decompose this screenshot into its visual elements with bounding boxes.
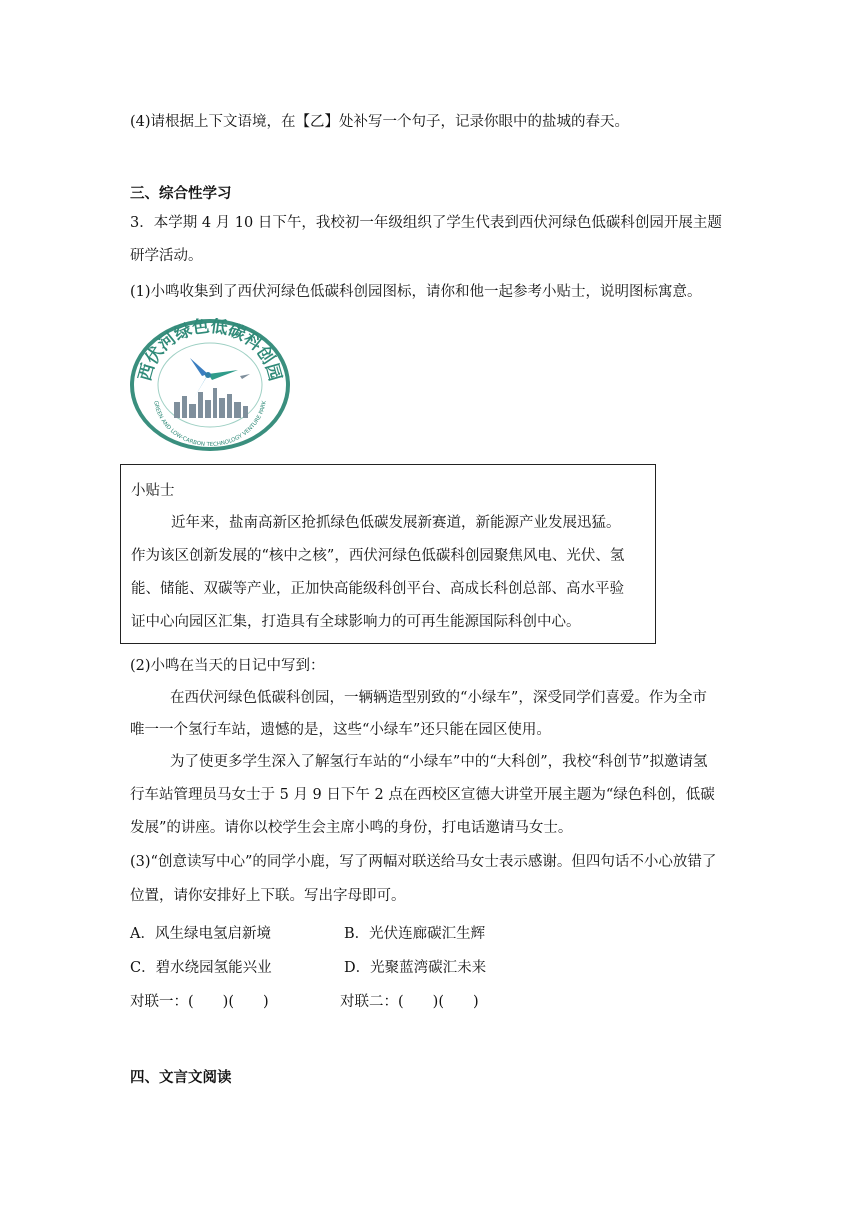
question-3-1: (1)小鸣收集到了西伏河绿色低碳科创园图标，请你和他一起参考小贴士，说明图标寓意。 bbox=[130, 284, 702, 300]
option-a: A．风生绿电氢启新境 bbox=[130, 926, 271, 942]
option-b: B．光伏连廊碳汇生辉 bbox=[344, 926, 486, 942]
diary-line: 发展”的讲座。请你以校学生会主席小鸣的身份，打电话邀请马女士。 bbox=[130, 820, 573, 836]
tips-line: 证中心向园区汇集，打造具有全球影响力的可再生能源国际科创中心。 bbox=[131, 614, 581, 630]
couplet-1-answer: 对联一：( )( ) bbox=[130, 994, 269, 1010]
question-3-intro-line-1: 3．本学期 4 月 10 日下午，我校初一年级组织了学生代表到西伏河绿色低碳科创园开展主题 bbox=[130, 215, 722, 231]
diary-line: 唯一一个氢行车站，遗憾的是，这些“小绿车”还只能在园区使用。 bbox=[130, 722, 551, 738]
question-4: (4)请根据上下文语境，在【乙】处补写一个句子，记录你眼中的盐城的春天。 bbox=[130, 114, 630, 130]
diary-line: 在西伏河绿色低碳科创园，一辆辆造型别致的“小绿车”，深受同学们喜爱。作为全市 bbox=[170, 690, 707, 706]
park-logo bbox=[128, 318, 292, 452]
diary-line: 行车站管理员马女士于 5 月 9 日下午 2 点在西校区宣德大讲堂开展主题为“绿色科创，低碳 bbox=[130, 787, 715, 803]
tips-line: 能、储能、双碳等产业，正加快高能级科创平台、高成长科创总部、高水平验 bbox=[131, 581, 624, 597]
option-d: D．光聚蓝湾碳汇未来 bbox=[344, 960, 487, 976]
tips-box bbox=[120, 464, 656, 644]
couplet-2-answer: 对联二：( )( ) bbox=[340, 994, 479, 1010]
wind-turbine-skyline-icon bbox=[128, 318, 292, 452]
section-4-title: 四、文言文阅读 bbox=[130, 1070, 232, 1086]
section-3-title: 三、综合性学习 bbox=[130, 186, 232, 202]
tips-line: 作为该区创新发展的“核中之核”，西伏河绿色低碳科创园聚焦风电、光伏、氢 bbox=[131, 548, 625, 564]
tips-title: 小贴士 bbox=[131, 483, 175, 499]
option-c: C．碧水绕园氢能兴业 bbox=[130, 960, 272, 976]
question-3-3-line-2: 位置，请你安排好上下联。写出字母即可。 bbox=[130, 888, 406, 904]
question-3-2: (2)小鸣在当天的日记中写到： bbox=[130, 658, 325, 674]
question-3-intro-line-2: 研学活动。 bbox=[130, 248, 203, 264]
question-3-3-line-1: (3)“创意读写中心”的同学小鹿，写了两幅对联送给马女士表示感谢。但四句话不小心放错了 bbox=[130, 854, 717, 870]
svg-text:西伏河绿色低碳科创园: 西伏河绿色低碳科创园 bbox=[135, 318, 285, 384]
diary-line: 为了使更多学生深入了解氢行车站的“小绿车”中的“大科创”，我校“科创节”拟邀请氢 bbox=[170, 754, 708, 770]
svg-text:GREEN AND LOW-CARBON TECHNOLOG: GREEN AND LOW-CARBON TECHNOLOGY VENTURE PARK bbox=[152, 400, 268, 449]
tips-line: 近年来，盐南高新区抢抓绿色低碳发展新赛道，新能源产业发展迅猛。 bbox=[171, 515, 621, 531]
